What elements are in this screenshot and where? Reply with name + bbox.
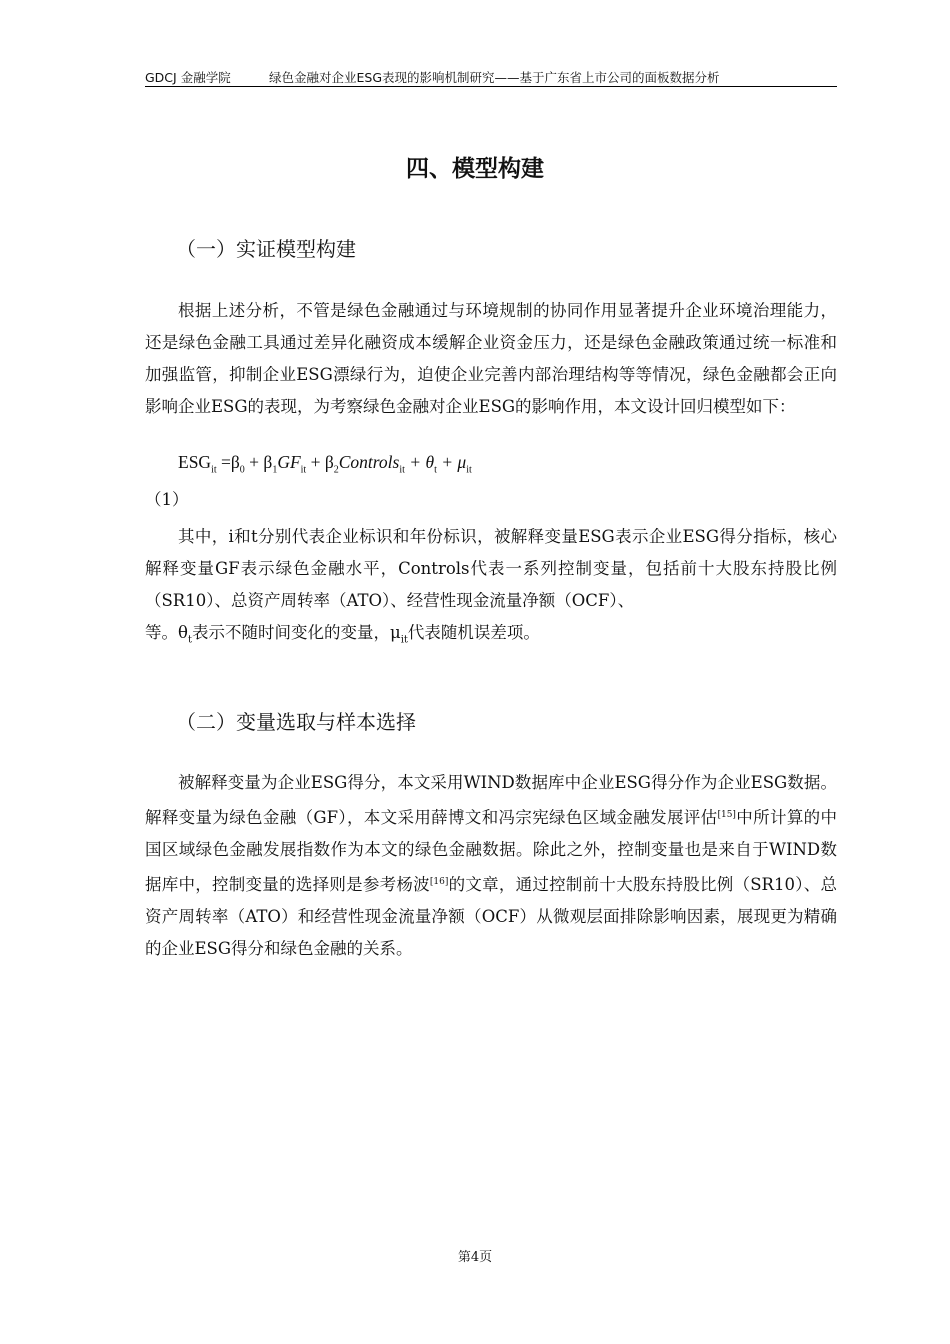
section-heading-2: （二）变量选取与样本选择 <box>176 710 416 734</box>
page-number: 第4页 <box>457 1250 493 1265</box>
citation-15: [15] <box>717 810 736 820</box>
header-paper-title: 绿色金融对企业ESG表现的影响机制研究——基于广东省上市公司的面板数据分析 <box>269 70 720 85</box>
page-header <box>145 68 837 87</box>
equation-number: （1） <box>145 490 189 509</box>
citation-16: [16] <box>429 877 449 887</box>
regression-equation: $ESG_{it} =\beta_0 + \beta_1GF_{it}$ + $\beta_2Controls_{it} + \theta_t + \mu_{it}$ <box>178 452 472 476</box>
header-institution: GDCJ 金融学院 <box>145 70 231 85</box>
paragraph-variables <box>145 521 837 656</box>
paragraph-sample: 被解释变量为企业ESG得分，本文采用WIND数据库中企业ESG得分作为企业ESG数据。解释变量为绿色金融（GF），本文采用薛博文和冯宗宪绿色区域金融发展评估[15]中所计算的中国区域绿色金融发展指数作为本文的绿色金融数据。除此之外，控制变量也是来自于WIND数据库中，控制变量的选择则是参考杨波[16]的文章，通过控制前十大股东持股比例（SR10）、总资产周转率（ATO）和经营性现金流量净额（OCF）从微观层面排除影响因素，展现更为精确的企业ESG得分和绿色金融的关系。 <box>145 773 837 958</box>
paragraph-analysis <box>145 295 837 423</box>
paragraph-variables-main: 其中，i和t分别代表企业标识和年份标识，被解释变量ESG表示企业ESG得分指标，核心解释变量GF表示绿色金融水平，Controls代表一系列控制变量，包括前十大股东持股比例（SR10）、总资产周转率（ATO）、经营性现金流量净额（OCF）、 <box>145 527 837 610</box>
paragraph-analysis-text: 根据上述分析，不管是绿色金融通过与环境规制的协同作用显著提升企业环境治理能力，还是绿色金融工具通过差异化融资成本缓解企业资金压力，还是绿色金融政策通过统一标准和加强监管，抑制企业ESG漂绿行为，迫使企业完善内部治理结构等等情况，绿色金融都会正向影响企业ESG的表现，为考察绿色金融对企业ESG的影响作用，本文设计回归模型如下： <box>145 301 837 416</box>
chapter-title: 四、模型构建 <box>406 156 544 182</box>
section-heading-1: （一）实证模型构建 <box>176 237 356 261</box>
paragraph-variables-end: 等。$\theta_t$表示不随时间变化的变量，$\mu_{it}$代表随机误差项。 <box>145 623 540 646</box>
